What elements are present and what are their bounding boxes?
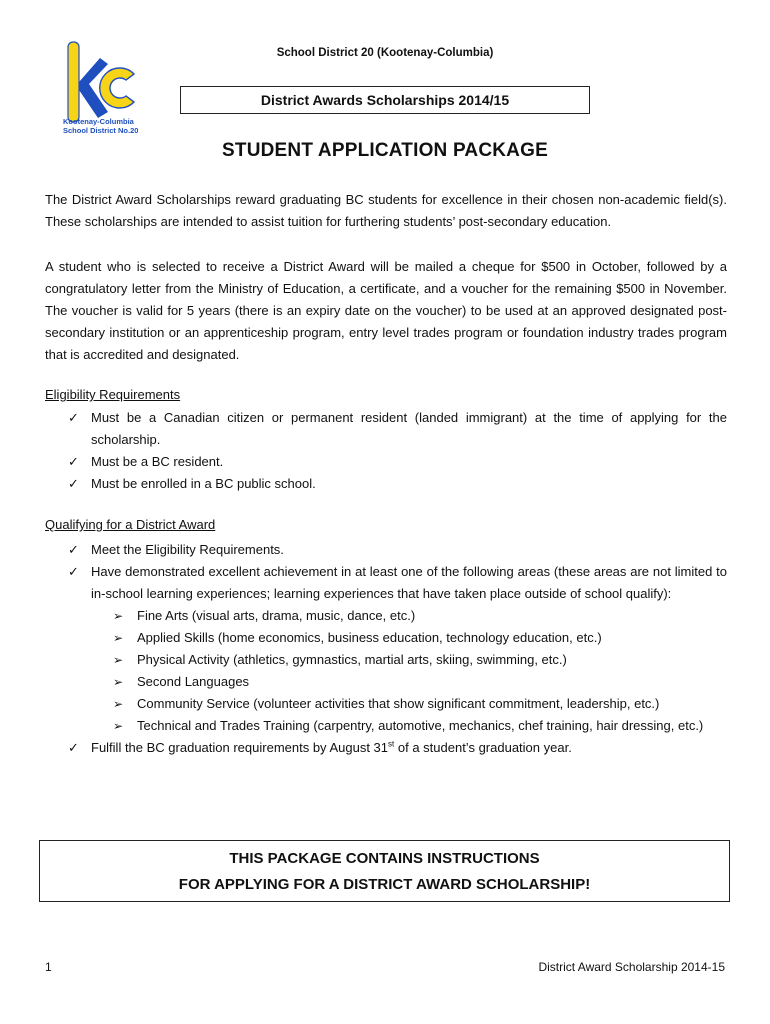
check-icon: ✓	[68, 740, 79, 755]
arrow-bullet-icon: ➢	[113, 719, 124, 733]
arrow-bullet-icon: ➢	[113, 697, 124, 711]
arrow-bullet-icon: ➢	[113, 609, 124, 623]
list-item	[66, 737, 727, 759]
eligibility-heading: Eligibility Requirements	[45, 387, 181, 402]
eligibility-list	[66, 407, 727, 495]
list-item-text: Must be enrolled in a BC public school.	[91, 476, 316, 491]
achievement-areas-list	[91, 605, 727, 737]
arrow-bullet-icon: ➢	[113, 675, 124, 689]
list-item	[66, 407, 727, 451]
page-title: STUDENT APPLICATION PACKAGE	[222, 140, 548, 161]
area-item	[91, 671, 727, 693]
area-text: Fine Arts (visual arts, drama, music, dance, etc.)	[137, 608, 416, 623]
district-name: School District 20 (Kootenay-Columbia)	[276, 47, 494, 59]
awards-title-box	[180, 86, 590, 114]
qualifying-list	[66, 539, 727, 759]
logo-caption-line1: Kootenay-Columbia	[63, 117, 134, 126]
list-item-text: Meet the Eligibility Requirements.	[91, 542, 284, 557]
check-icon: ✓	[68, 564, 79, 579]
area-text: Second Languages	[137, 674, 250, 689]
area-item	[91, 627, 727, 649]
logo-caption-line2: School District No.20	[63, 126, 139, 135]
area-text: Applied Skills (home economics, business education, technology education, etc.)	[137, 630, 602, 645]
logo-caption	[63, 117, 138, 135]
ordinal-suffix: st	[388, 739, 395, 749]
logo-k-stem	[68, 42, 79, 122]
list-item-text: Have demonstrated excellent achievement in at least one of the following areas (these areas are not limited to in-school learning experiences; learning experiences that have taken place outside of school qualify):	[91, 564, 727, 601]
check-icon: ✓	[68, 410, 79, 425]
check-icon: ✓	[68, 476, 79, 491]
list-item	[66, 473, 727, 495]
list-item	[66, 539, 727, 561]
list-item	[66, 451, 727, 473]
notice-box	[39, 840, 730, 902]
arrow-bullet-icon: ➢	[113, 631, 124, 645]
awards-title: District Awards Scholarships 2014/15	[260, 92, 510, 108]
check-icon: ✓	[68, 542, 79, 557]
list-item	[66, 561, 727, 737]
list-item-text-a: Fulfill the BC graduation requirements by August 31	[91, 740, 389, 755]
arrow-bullet-icon: ➢	[113, 653, 124, 667]
notice-line-1: THIS PACKAGE CONTAINS INSTRUCTIONS	[229, 850, 540, 867]
area-text: Technical and Trades Training (carpentry, automotive, mechanics, chef training, hair dressing, etc.)	[137, 718, 704, 733]
area-text: Physical Activity (athletics, gymnastics, martial arts, skiing, swimming, etc.)	[137, 652, 567, 667]
logo-c	[100, 68, 134, 108]
footer-doc-title: District Award Scholarship 2014-15	[538, 960, 725, 974]
qualifying-heading: Qualifying for a District Award	[45, 517, 216, 532]
area-item	[91, 605, 727, 627]
area-item	[91, 715, 727, 737]
list-item-text: Must be a BC resident.	[91, 454, 224, 469]
area-item	[91, 693, 727, 715]
list-item-text-b: of a student’s graduation year.	[394, 740, 572, 755]
area-text: Community Service (volunteer activities that show significant commitment, leadership, etc.)	[137, 696, 660, 711]
page-number: 1	[45, 960, 52, 974]
list-item-text: Must be a Canadian citizen or permanent resident (landed immigrant) at the time of applying for the scholarship.	[91, 410, 727, 447]
intro-paragraph: The District Award Scholarships reward graduating BC students for excellence in their chosen non-academic field(s). These scholarships are intended to assist tuition for furthering students’ post-secondary education.	[45, 192, 727, 229]
check-icon: ✓	[68, 454, 79, 469]
award-details-paragraph: A student who is selected to receive a District Award will be mailed a cheque for $500 in October, followed by a congratulatory letter from the Ministry of Education, a certificate, and a voucher for the remaining $500 in November. The voucher is valid for 5 years (there is an expiry date on the voucher) to be used at an approved designated post-secondary institution or an apprenticeship program, entry level trades program or foundation industry trades program that is accredited and designated.	[45, 259, 727, 362]
notice-line-2: FOR APPLYING FOR A DISTRICT AWARD SCHOLARSHIP!	[178, 876, 591, 893]
area-item	[91, 649, 727, 671]
